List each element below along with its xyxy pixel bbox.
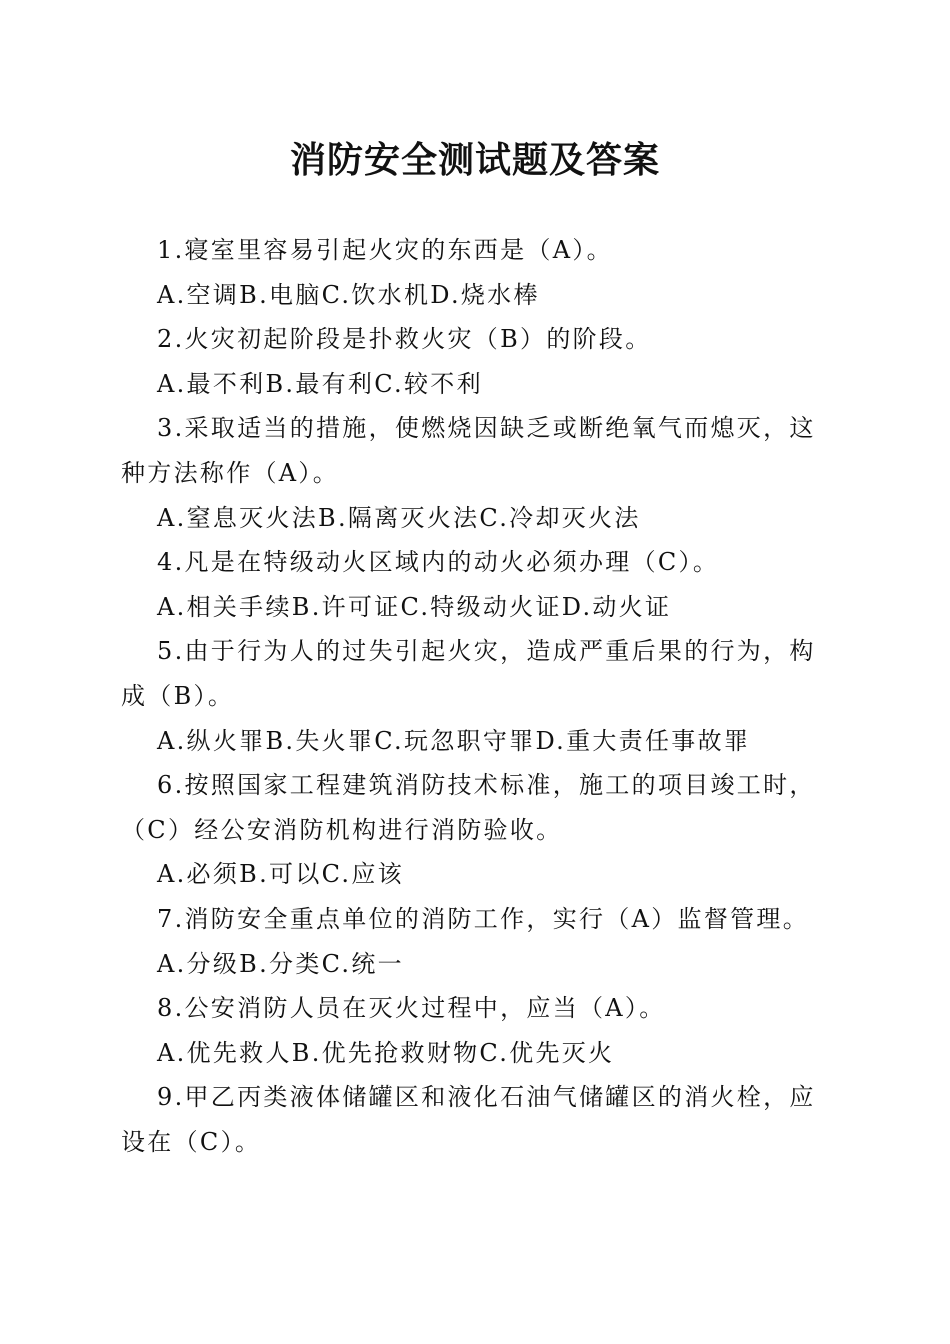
question-8-options: A.优先救人B.优先抢救财物C.优先灭火 xyxy=(157,1038,615,1067)
question-1: 1.寝室里容易引起火灾的东西是（A）。 xyxy=(157,236,613,264)
document-body xyxy=(121,228,821,1164)
question-3: 3.采取适当的措施，使燃烧因缺乏或断绝氧气而熄灭，这种方法称作（A）。 xyxy=(121,414,816,487)
document-title: 消防安全测试题及答案 xyxy=(289,139,660,181)
question-5: 5.由于行为人的过失引起火灾，造成严重后果的行为，构成（B）。 xyxy=(121,637,816,710)
question-2-options: A.最不利B.最有利C.较不利 xyxy=(157,369,483,398)
question-9: 9.甲乙丙类液体储罐区和液化石油气储罐区的消火栓，应设在（C）。 xyxy=(121,1083,816,1156)
question-1-options: A.空调B.电脑C.饮水机D.烧水棒 xyxy=(157,280,540,309)
question-5-options: A.纵火罪B.失火罪C.玩忽职守罪D.重大责任事故罪 xyxy=(157,726,751,755)
question-2: 2.火灾初起阶段是扑救火灾（B）的阶段。 xyxy=(157,325,652,354)
question-4-options: A.相关手续B.许可证C.特级动火证D.动火证 xyxy=(157,592,672,621)
question-6-options: A.必须B.可以C.应该 xyxy=(157,860,404,889)
question-3-options: A.窒息灭火法B.隔离灭火法C.冷却灭火法 xyxy=(157,503,641,532)
question-8: 8.公安消防人员在灭火过程中，应当（A）。 xyxy=(157,994,666,1023)
question-6: 6.按照国家工程建筑消防技术标准，施工的项目竣工时，（C）经公安消防机构进行消防验收。 xyxy=(121,771,816,844)
question-4: 4.凡是在特级动火区域内的动火必须办理（C）。 xyxy=(157,548,720,577)
question-7: 7.消防安全重点单位的消防工作，实行（A）监督管理。 xyxy=(157,904,810,933)
question-7-options: A.分级B.分类C.统一 xyxy=(157,949,404,978)
